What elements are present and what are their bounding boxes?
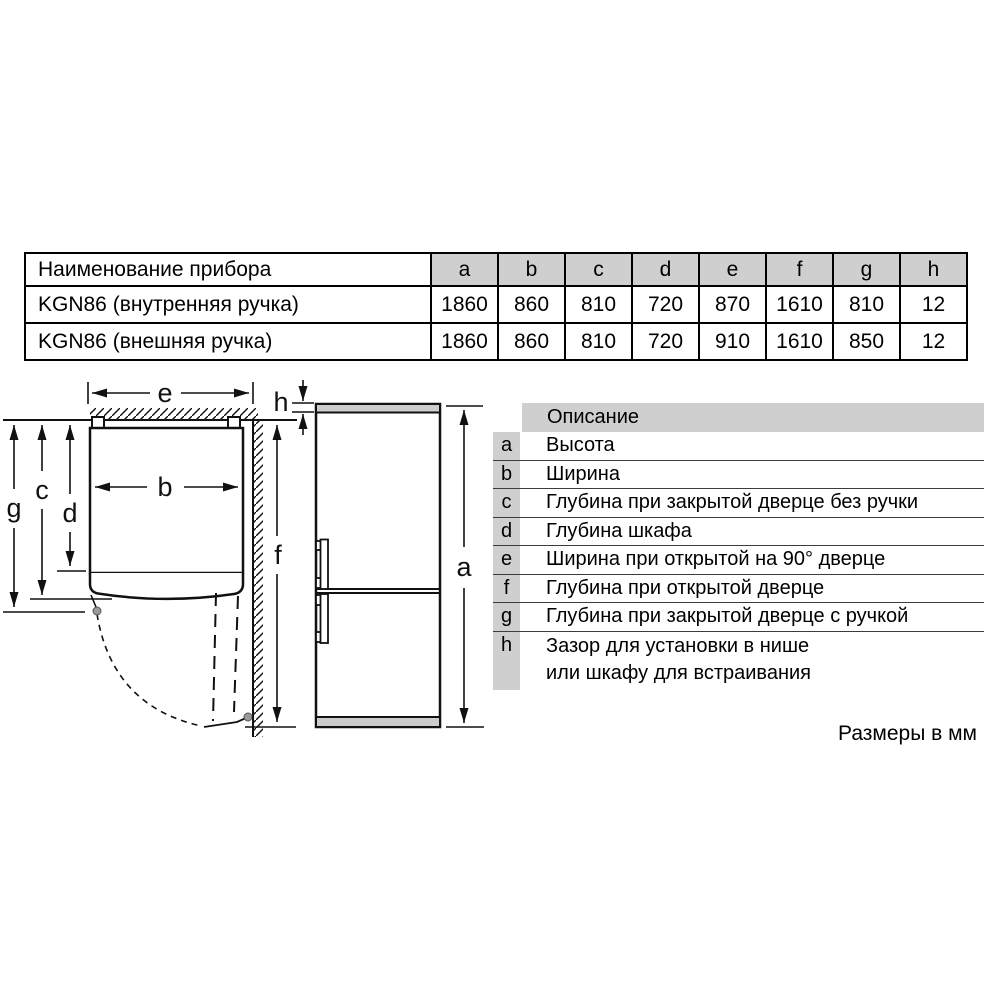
dim-value-cell: 860 [498,286,565,323]
label-h: h [273,387,289,417]
dim-value-cell: 810 [565,286,632,323]
door-open-end [204,718,246,727]
dim-column-b: b [498,253,565,286]
dim-column-f: f [766,253,833,286]
desc-text: Ширина при открытой на 90° дверце [546,548,886,570]
dim-column-g: g [833,253,900,286]
desc-key: c [493,489,520,517]
desc-key: f [493,575,520,603]
desc-key: b [493,461,520,489]
desc-text: Высота [546,434,615,456]
desc-text: Глубина при открытой дверце [546,576,825,599]
door-open-outline [234,596,238,712]
dim-value-cell: 1610 [766,323,833,360]
dim-value-cell: 1860 [431,286,498,323]
wall-right-hatch [253,420,263,737]
label-d: d [62,498,78,528]
units-note: Размеры в мм [838,722,977,745]
fridge-plinth [316,717,440,727]
list-item [493,518,984,547]
top-view [3,378,314,737]
hinge-pivot-right [244,713,252,721]
desc-text: Ширина [546,462,620,485]
model-name: KGN86 (внешняя ручка) [25,323,431,360]
label-f: f [274,540,282,570]
dim-column-c: c [565,253,632,286]
list-item [493,575,984,604]
desc-text: Глубина шкафа [546,519,692,542]
list-item [493,603,984,632]
door-corner-line [91,595,96,607]
door-open-outline [213,593,216,721]
dim-column-e: e [699,253,766,286]
dim-value-cell: 910 [699,323,766,360]
desc-text: Глубина при закрытой дверце без ручки [546,491,919,513]
description-table [493,403,984,690]
desc-text-line2: или шкафу для встраивания [546,661,811,684]
list-item [493,432,984,461]
dim-value-cell: 12 [900,323,967,360]
desc-key: g [493,603,520,631]
rear-spacer-right [228,417,240,428]
description-table-header [493,403,984,432]
dim-value-cell: 12 [900,286,967,323]
desc-text-line1: Зазор для установки в нише [546,634,810,657]
list-item [493,632,984,690]
description-header-label: Описание [522,403,984,432]
desc-text [522,632,811,690]
dim-value-cell: 850 [833,323,900,360]
list-item [493,489,984,518]
dim-value-cell: 810 [833,286,900,323]
desc-key: a [493,432,520,460]
list-item [493,461,984,490]
desc-text: Глубина при закрытой дверце с ручкой [546,605,909,627]
rear-spacer-left [92,417,104,428]
dimension-h [292,380,314,435]
desc-key: d [493,518,520,546]
label-c: c [35,475,49,505]
dim-column-h: h [900,253,967,286]
label-a: a [456,552,472,582]
label-e: e [157,378,173,408]
front-view [316,404,484,727]
label-b: b [157,472,173,502]
dim-column-d: d [632,253,699,286]
dim-value-cell: 870 [699,286,766,323]
dim-value-cell: 860 [498,323,565,360]
dim-column-a: a [431,253,498,286]
fridge-top-trim [316,404,440,413]
desc-key: h [493,632,520,690]
door-swing-arc [97,614,201,726]
label-g: g [6,493,22,523]
dim-value-cell: 1860 [431,323,498,360]
desc-key: e [493,546,520,574]
dim-value-cell: 720 [632,323,699,360]
model-name: KGN86 (внутренняя ручка) [25,286,431,323]
door-closed-top-view [90,573,243,599]
dim-value-cell: 1610 [766,286,833,323]
header-spacer [493,403,522,432]
technical-drawing [0,0,500,760]
dim-value-cell: 720 [632,286,699,323]
list-item [493,546,984,575]
hinge-pivot-left [93,607,101,615]
dim-value-cell: 810 [565,323,632,360]
device-name-header: Наименование прибора [25,253,431,286]
fridge-body [316,404,440,727]
